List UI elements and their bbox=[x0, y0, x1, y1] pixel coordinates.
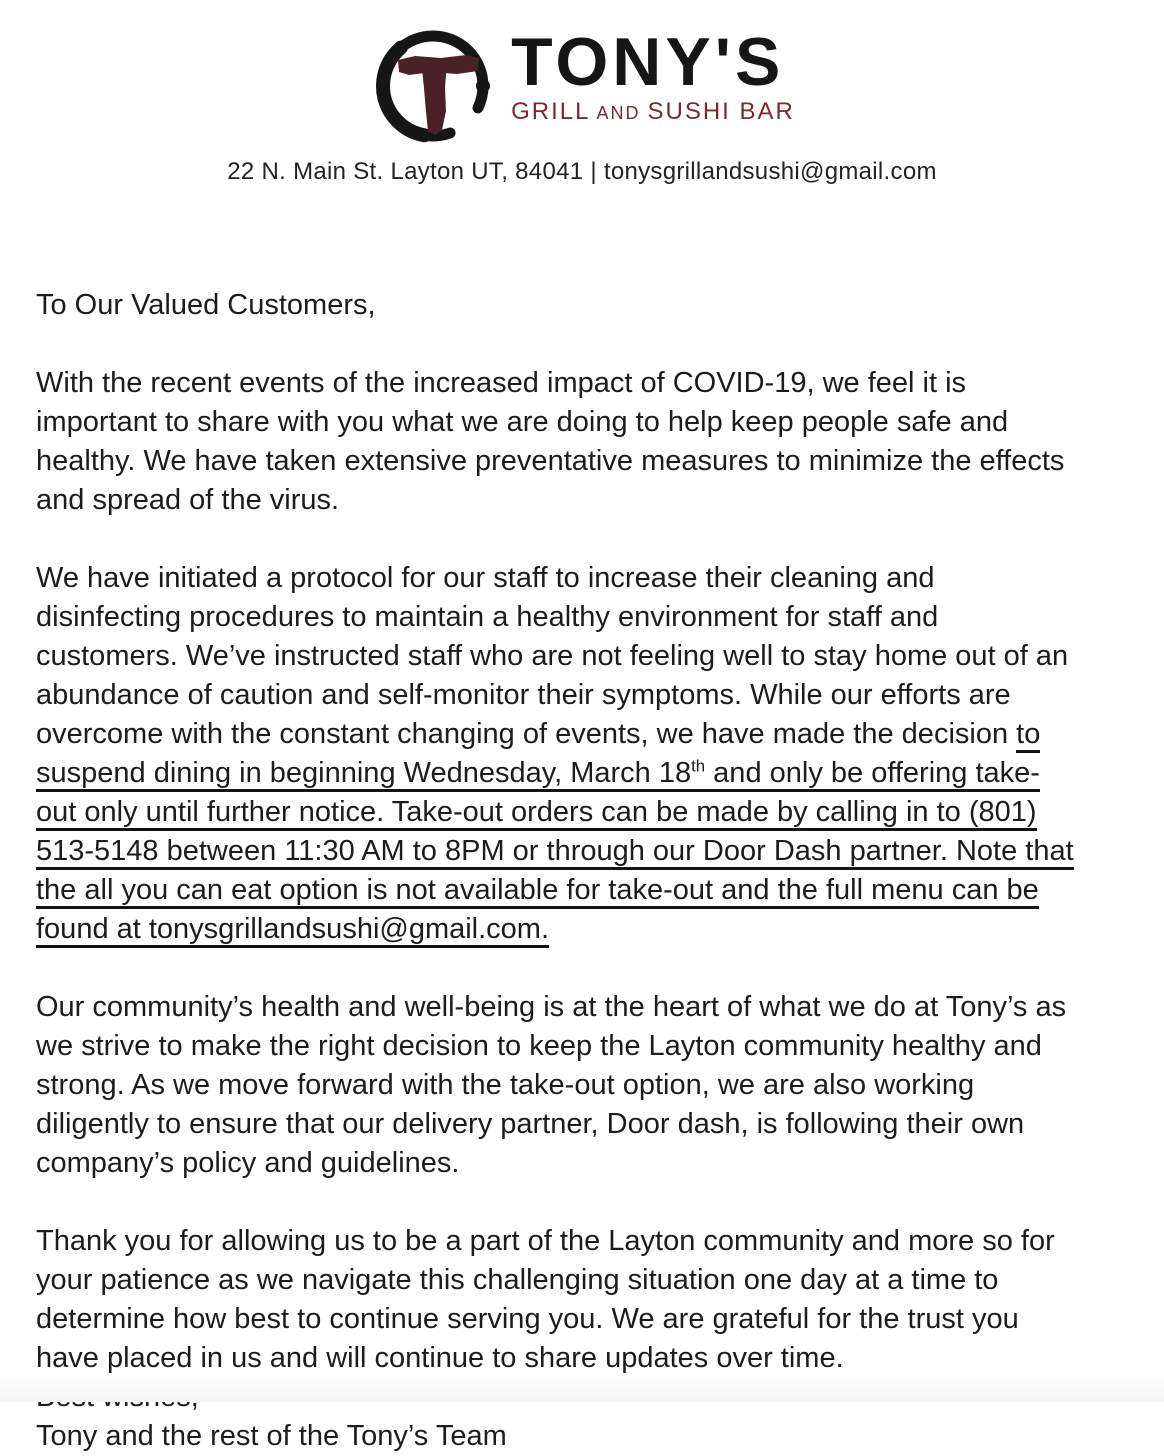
letter-line bbox=[36, 1144, 1136, 1183]
letter-line bbox=[36, 754, 1136, 793]
letter-line bbox=[36, 871, 1136, 910]
brand-subtitle bbox=[511, 98, 795, 126]
letter-body bbox=[0, 286, 1164, 1456]
subtitle-and: AND bbox=[590, 103, 648, 123]
paragraphs-container bbox=[36, 364, 1136, 1378]
letter-line bbox=[36, 481, 1136, 520]
subtitle-grill: GRILL bbox=[511, 98, 591, 125]
letter-line bbox=[36, 559, 1136, 598]
letter-text: strong. As we move forward with the take-out option, we are also working bbox=[36, 1069, 975, 1101]
letter-line bbox=[36, 1105, 1136, 1144]
letter-text: important to share with you what we are doing to help keep people safe and bbox=[36, 406, 1009, 438]
letter-line bbox=[36, 832, 1136, 871]
letter-line bbox=[36, 1027, 1136, 1066]
letter-text: We have initiated a protocol for our staff to increase their cleaning and bbox=[36, 562, 935, 594]
letter-line bbox=[36, 676, 1136, 715]
superscript-text: th bbox=[691, 756, 706, 776]
letter-text: determine how best to continue serving you. We are grateful for the trust you bbox=[36, 1303, 1019, 1335]
brand-name: TONY'S bbox=[511, 24, 785, 100]
letter-text: abundance of caution and self-monitor their symptoms. While our efforts are bbox=[36, 679, 1011, 711]
paragraph bbox=[36, 559, 1136, 949]
subtitle-sushi-bar: SUSHI BAR bbox=[647, 98, 795, 125]
letter-line bbox=[36, 988, 1136, 1027]
letter-text: we strive to make the right decision to keep the Layton community healthy and bbox=[36, 1030, 1042, 1062]
letter-line bbox=[36, 364, 1136, 403]
letter-text: have placed in us and will continue to share updates over time. bbox=[36, 1342, 844, 1374]
letter-line bbox=[36, 1261, 1136, 1300]
letter-text: found at tonysgrillandsushi@gmail.com. bbox=[36, 913, 550, 945]
brand-text-block bbox=[511, 26, 795, 126]
letter-text: and spread of the virus. bbox=[36, 484, 340, 516]
letter-line bbox=[36, 1222, 1136, 1261]
letter-line bbox=[36, 637, 1136, 676]
paragraph bbox=[36, 988, 1136, 1183]
letter-text: overcome with the constant changing of events, we have made the decision bbox=[36, 718, 1017, 750]
letter-line bbox=[36, 442, 1136, 481]
letter-text: to bbox=[1016, 718, 1040, 753]
letter-text: the all you can eat option is not available for take-out and the full menu can be bbox=[36, 874, 1039, 906]
letter-text: healthy. We have taken extensive preventative measures to minimize the effects bbox=[36, 445, 1065, 477]
letter-text: your patience as we navigate this challenging situation one day at a time to bbox=[36, 1264, 999, 1296]
address-line: 22 N. Main St. Layton UT, 84041 | tonysgrillandsushi@gmail.com bbox=[227, 158, 937, 185]
letter-line bbox=[36, 793, 1136, 832]
salutation: To Our Valued Customers, bbox=[36, 289, 376, 321]
letter-text: company’s policy and guidelines. bbox=[36, 1147, 460, 1179]
letter-line bbox=[36, 1066, 1136, 1105]
letter-text: Thank you for allowing us to be a part of the Layton community and more so for bbox=[36, 1225, 1055, 1257]
letterhead bbox=[0, 0, 1164, 186]
paragraph bbox=[36, 364, 1136, 520]
logo-letter-t-vertical bbox=[421, 60, 447, 135]
brand-row bbox=[0, 26, 1164, 148]
letter-text: suspend dining in beginning Wednesday, March 18 bbox=[36, 757, 692, 789]
letter-line bbox=[36, 1339, 1136, 1378]
letter-line bbox=[36, 910, 1136, 949]
letter-line bbox=[36, 403, 1136, 442]
letter-text: customers. We’ve instructed staff who are not feeling well to stay home out of an bbox=[36, 640, 1069, 672]
letter-text: diligently to ensure that our delivery partner, Door dash, is following their own bbox=[36, 1108, 1025, 1140]
letter-text: out only until further notice. Take-out orders can be made by calling in to (801) bbox=[36, 796, 1037, 828]
letter-line bbox=[36, 1300, 1136, 1339]
letter-text: and only be offering take- bbox=[705, 757, 1040, 789]
paragraph bbox=[36, 1222, 1136, 1378]
letter-line bbox=[36, 715, 1136, 754]
letter-line bbox=[36, 598, 1136, 637]
letter-text: 513-5148 between 11:30 AM to 8PM or through our Door Dash partner. Note that bbox=[36, 835, 1074, 867]
letter-text: With the recent events of the increased impact of COVID-19, we feel it is bbox=[36, 367, 967, 399]
page-bottom-edge bbox=[0, 1376, 1164, 1402]
tonys-brush-circle-logo-icon bbox=[369, 26, 505, 148]
letter-text: disinfecting procedures to maintain a healthy environment for staff and bbox=[36, 601, 939, 633]
signature-line: Tony and the rest of the Tony’s Team bbox=[36, 1420, 507, 1452]
letter-text: Our community’s health and well-being is at the heart of what we do at Tony’s as bbox=[36, 991, 1067, 1023]
